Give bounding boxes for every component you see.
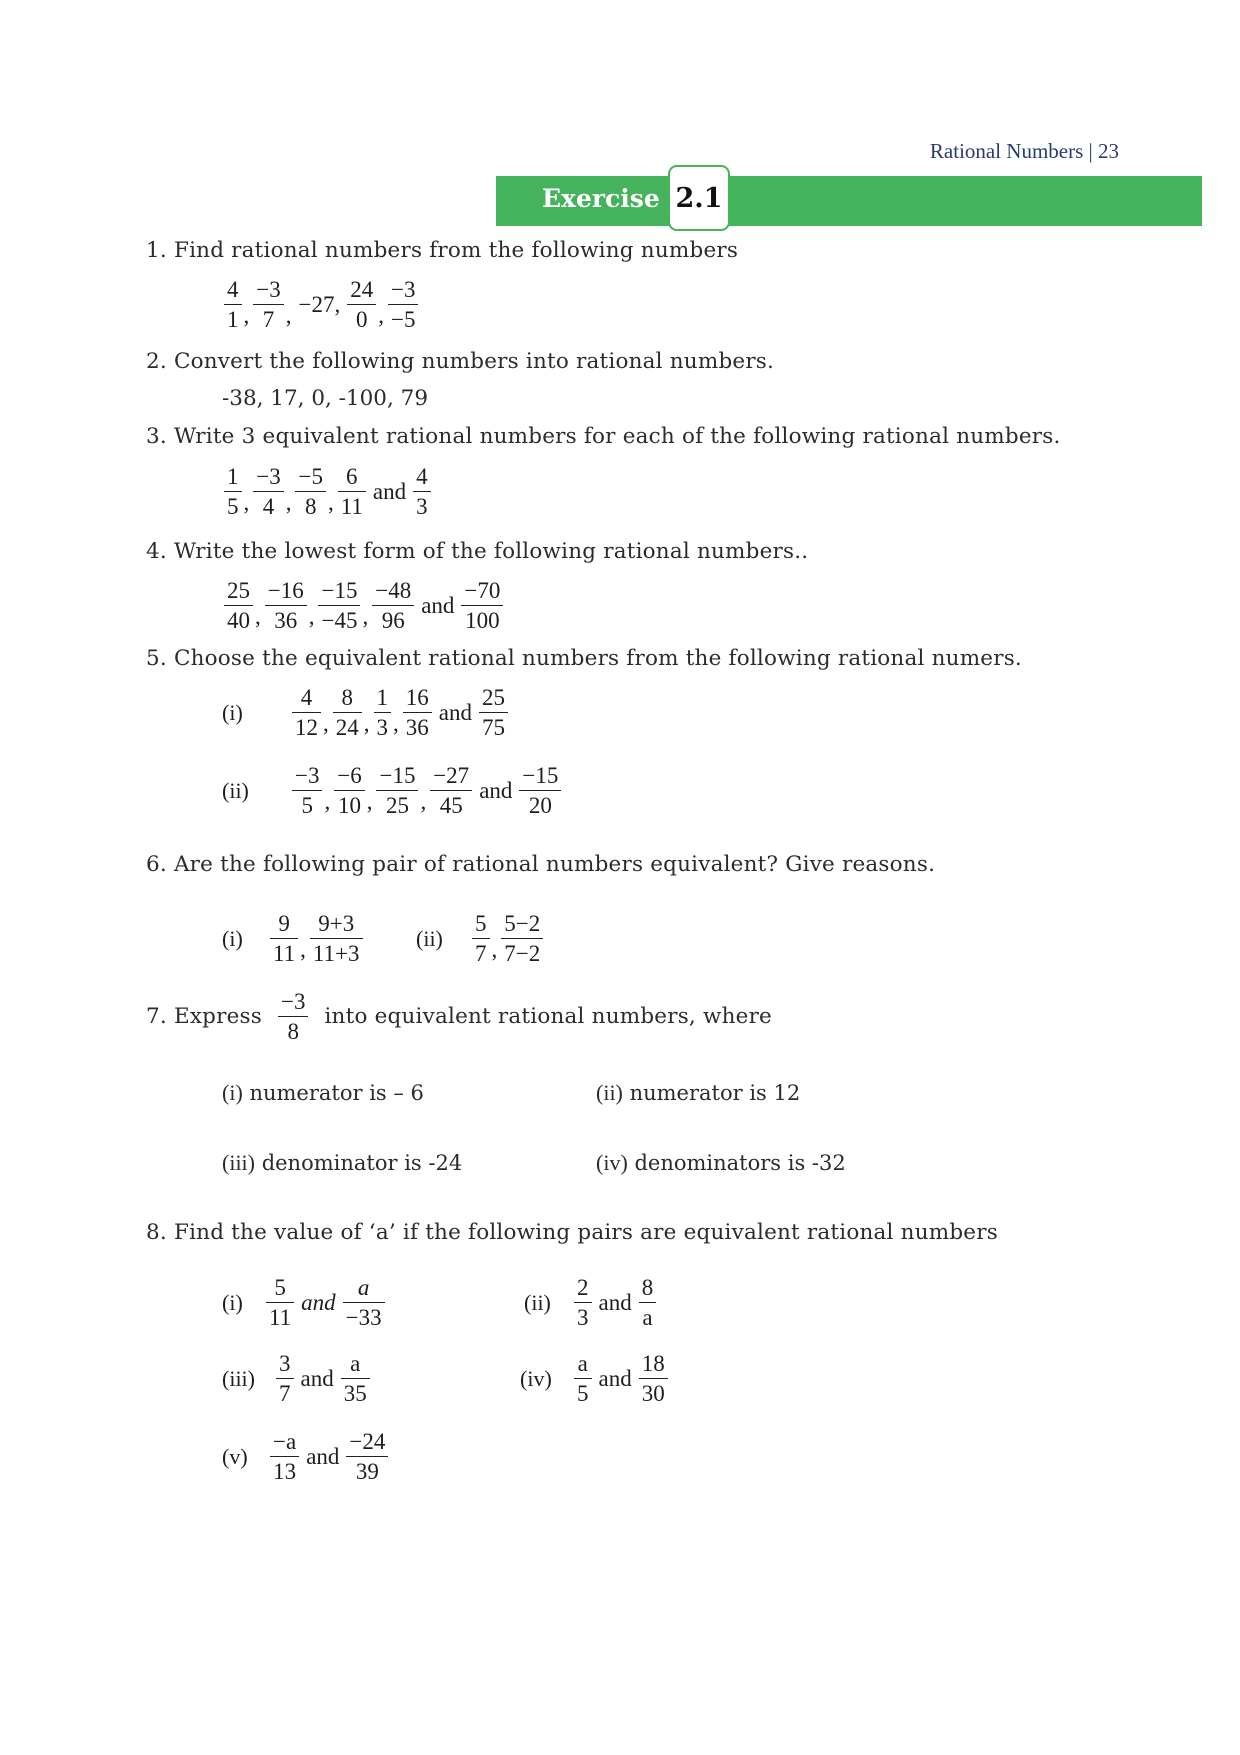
- q8-part-v: (v) $\frac{-a}{13}$ and $\frac{-24}{39}$: [222, 1430, 390, 1483]
- fraction: $\frac{4}{1}$: [224, 278, 242, 331]
- question-2: 2. Convert the following numbers into rational numbers.: [146, 349, 775, 374]
- q7-part-iii: (iii) denominator is -24: [222, 1150, 463, 1175]
- question-6: 6. Are the following pair of rational numbers equivalent? Give reasons.: [146, 852, 936, 877]
- fraction: $\frac{-24}{39}$: [346, 1430, 388, 1483]
- fraction: $\frac{a}{-33}$: [343, 1276, 385, 1329]
- fraction: $\frac{-5}{8}$: [295, 465, 325, 518]
- q4-expression: $\frac{25}{40}$ , $\frac{-16}{36}$ , $\frac{-15}{-45}$ , $\frac{-48}{96}$ and $\frac{-70}{100}$: [222, 579, 505, 632]
- fraction: $\frac{18}{30}$: [639, 1352, 668, 1405]
- fraction: $\frac{a}{5}$: [574, 1352, 592, 1405]
- q7-part-ii: (ii) numerator is 12: [596, 1080, 801, 1105]
- fraction: $\frac{5}{7}$: [472, 912, 490, 965]
- fraction: $\frac{-70}{100}$: [461, 579, 503, 632]
- question-3: 3. Write 3 equivalent rational numbers for each of the following rational numbers.: [146, 424, 1061, 449]
- fraction: $\frac{8}{a}$: [639, 1276, 657, 1329]
- fraction: $\frac{25}{40}$: [224, 579, 253, 632]
- fraction: $\frac{9+3}{11+3}$: [310, 912, 363, 965]
- exercise-label: Exercise: [542, 184, 660, 213]
- question-4: 4. Write the lowest form of the following rational numbers..: [146, 539, 809, 564]
- fraction: $\frac{4}{12}$: [292, 686, 321, 739]
- question-5: 5. Choose the equivalent rational numbers from the following rational numers.: [146, 646, 1022, 671]
- fraction: $\frac{-48}{96}$: [372, 579, 414, 632]
- q3-expression: $\frac{1}{5}$ , $\frac{-3}{4}$ , $\frac{-5}{8}$ , $\frac{6}{11}$ and $\frac{4}{3}$: [222, 465, 433, 518]
- fraction: $\frac{-3}{7}$: [253, 278, 283, 331]
- fraction: $\frac{1}{5}$: [224, 465, 242, 518]
- question-1: 1. Find rational numbers from the following numbers: [146, 238, 739, 263]
- fraction: $\frac{1}{3}$: [374, 686, 392, 739]
- fraction: $\frac{-15}{25}$: [376, 764, 418, 817]
- fraction: $\frac{-16}{36}$: [265, 579, 307, 632]
- q1-expression: $\frac{4}{1}$ , $\frac{-3}{7}$ , −27, $\frac{24}{0}$ , $\frac{-3}{-5}$: [222, 278, 420, 331]
- fraction: $\frac{-15}{-45}$: [318, 579, 360, 632]
- fraction: $\frac{9}{11}$: [270, 912, 298, 965]
- fraction: $\frac{25}{75}$: [479, 686, 508, 739]
- question-8: 8. Find the value of ‘a’ if the following pairs are equivalent rational numbers: [146, 1220, 998, 1245]
- fraction: $\frac{-3}{5}$: [292, 764, 322, 817]
- q6-part-ii: (ii) $\frac{5}{7}$ , $\frac{5-2}{7-2}$: [416, 912, 545, 965]
- q6-part-i: (i) $\frac{9}{11}$ , $\frac{9+3}{11+3}$: [222, 912, 365, 965]
- q8-part-iii: (iii) $\frac{3}{7}$ and $\frac{a}{35}$: [222, 1352, 372, 1405]
- q8-part-ii: (ii) $\frac{2}{3}$ and $\frac{8}{a}$: [524, 1276, 658, 1329]
- fraction: $\frac{a}{35}$: [341, 1352, 370, 1405]
- q7-part-i: (i) numerator is – 6: [222, 1080, 424, 1105]
- fraction: $\frac{-a}{13}$: [270, 1430, 299, 1483]
- fraction: $\frac{8}{24}$: [333, 686, 362, 739]
- exercise-number: 2.1: [668, 165, 730, 231]
- fraction: $\frac{-27}{45}$: [430, 764, 472, 817]
- q5-part-ii: (ii) $\frac{-3}{5}$ , $\frac{-6}{10}$ , $\frac{-15}{25}$ , $\frac{-27}{45}$ and $\frac{-15}{20}$: [222, 764, 563, 817]
- q2-values: -38, 17, 0, -100, 79: [222, 386, 428, 411]
- fraction: $\frac{5-2}{7-2}$: [501, 912, 543, 965]
- running-header: Rational Numbers | 23: [929, 139, 1119, 163]
- q7-part-iv: (iv) denominators is -32: [596, 1150, 846, 1175]
- fraction: $\frac{-3}{8}$: [278, 990, 308, 1043]
- fraction: $\frac{6}{11}$: [338, 465, 366, 518]
- fraction: $\frac{-6}{10}$: [334, 764, 364, 817]
- fraction: $\frac{-15}{20}$: [519, 764, 561, 817]
- fraction: $\frac{3}{7}$: [276, 1352, 294, 1405]
- fraction: $\frac{2}{3}$: [574, 1276, 592, 1329]
- fraction: $\frac{16}{36}$: [403, 686, 432, 739]
- q8-part-i: (i) $\frac{5}{11}$ and $\frac{a}{-33}$: [222, 1276, 387, 1329]
- fraction: $\frac{4}{3}$: [413, 465, 431, 518]
- fraction: $\frac{-3}{-5}$: [388, 278, 418, 331]
- q5-part-i: (i) $\frac{4}{12}$ , $\frac{8}{24}$ , $\frac{1}{3}$ , $\frac{16}{36}$ and $\frac{25}{75}$: [222, 686, 510, 739]
- fraction: $\frac{24}{0}$: [347, 278, 376, 331]
- fraction: $\frac{5}{11}$: [266, 1276, 294, 1329]
- fraction: $\frac{-3}{4}$: [253, 465, 283, 518]
- question-7: 7. Express $\frac{-3}{8}$ into equivalent rational numbers, where: [146, 989, 772, 1044]
- q8-part-iv: (iv) $\frac{a}{5}$ and $\frac{18}{30}$: [520, 1352, 670, 1405]
